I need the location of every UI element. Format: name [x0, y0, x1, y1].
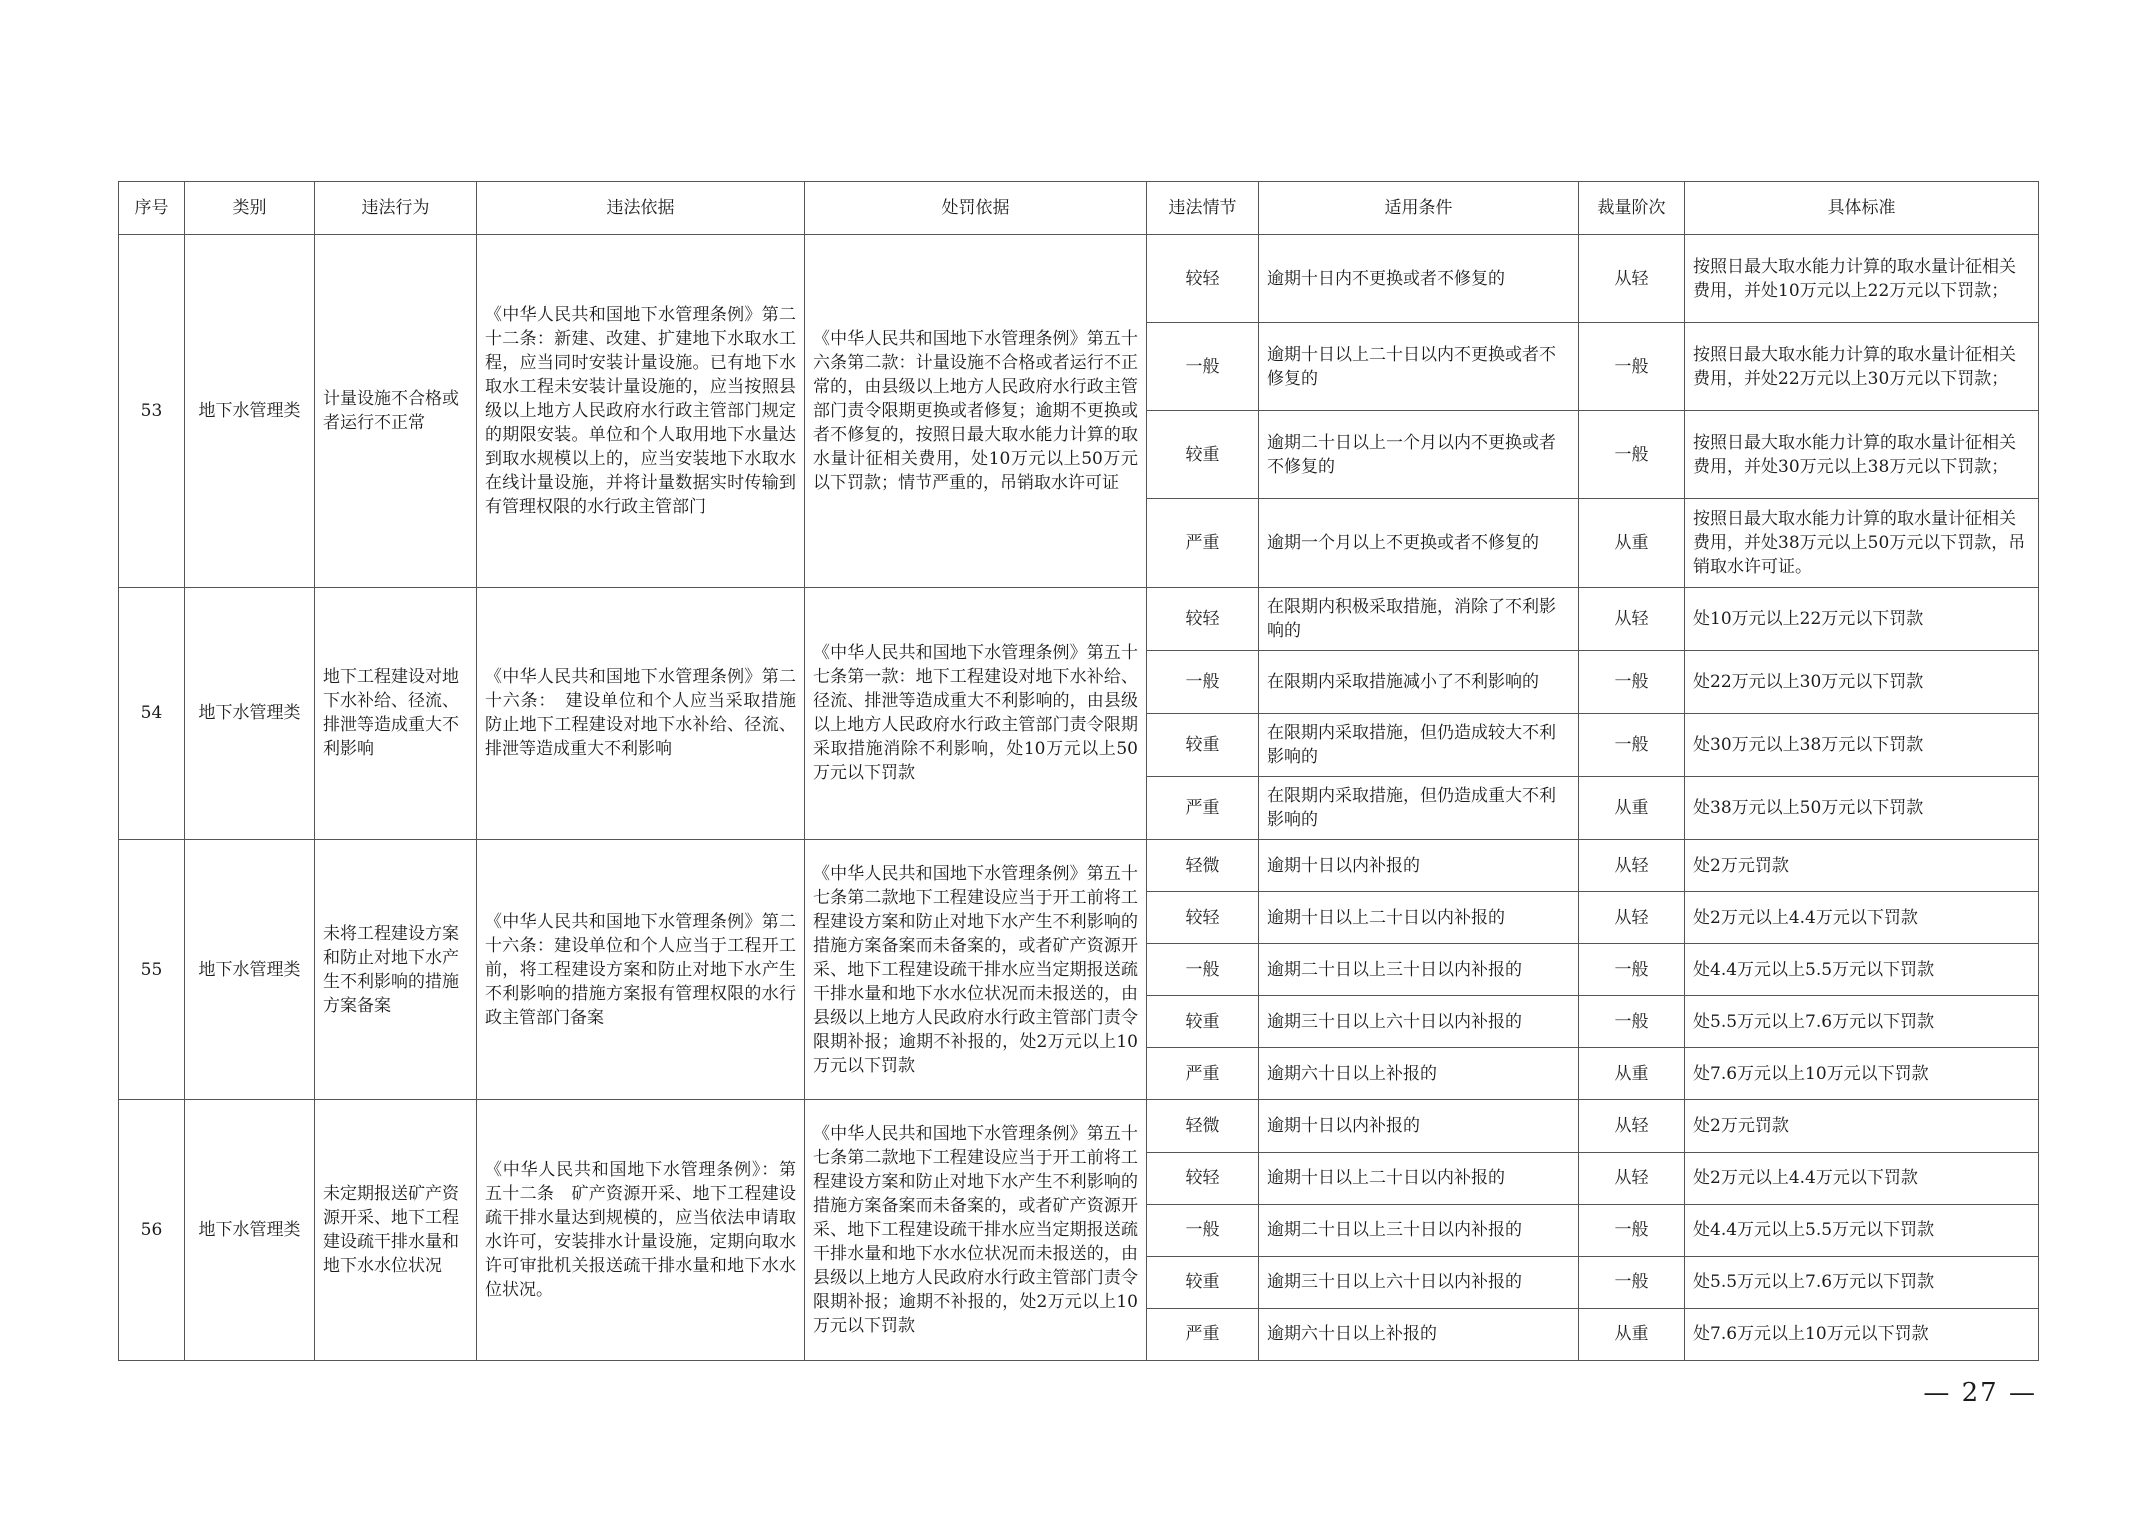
level-cell: 从轻: [1579, 1100, 1685, 1152]
condition-cell: 逾期十日以内补报的: [1259, 840, 1579, 892]
level-cell: 从重: [1579, 499, 1685, 587]
condition-cell: 在限期内采取措施，但仍造成重大不利影响的: [1259, 776, 1579, 839]
condition-cell: 逾期一个月以上不更换或者不修复的: [1259, 499, 1579, 587]
standard-cell: 处38万元以上50万元以下罚款: [1685, 776, 2039, 839]
condition-cell: 在限期内采取措施减小了不利影响的: [1259, 650, 1579, 713]
record-category: 地下水管理类: [185, 235, 315, 588]
circumstance-cell: 严重: [1147, 776, 1259, 839]
level-cell: 一般: [1579, 944, 1685, 996]
condition-cell: 逾期二十日以上三十日以内补报的: [1259, 944, 1579, 996]
level-cell: 一般: [1579, 996, 1685, 1048]
header-behavior: 违法行为: [315, 182, 477, 235]
header-penalty-basis: 处罚依据: [805, 182, 1147, 235]
level-cell: 从轻: [1579, 235, 1685, 323]
standard-cell: 处7.6万元以上10万元以下罚款: [1685, 1048, 2039, 1100]
condition-cell: 逾期十日以上二十日以内不更换或者不修复的: [1259, 323, 1579, 411]
standard-cell: 按照日最大取水能力计算的取水量计征相关费用，并处30万元以上38万元以下罚款；: [1685, 411, 2039, 499]
level-cell: 从轻: [1579, 587, 1685, 650]
standard-cell: 处5.5万元以上7.6万元以下罚款: [1685, 1256, 2039, 1308]
standard-cell: 处7.6万元以上10万元以下罚款: [1685, 1308, 2039, 1360]
condition-cell: 逾期三十日以上六十日以内补报的: [1259, 1256, 1579, 1308]
record-category: 地下水管理类: [185, 1100, 315, 1361]
condition-cell: 逾期十日以上二十日以内补报的: [1259, 1152, 1579, 1204]
record-no: 56: [119, 1100, 185, 1361]
record-behavior: 未将工程建设方案和防止对地下水产生不利影响的措施方案备案: [315, 840, 477, 1100]
table-body: [119, 235, 2039, 1361]
standard-cell: 处4.4万元以上5.5万元以下罚款: [1685, 1204, 2039, 1256]
standard-cell: 处2万元以上4.4万元以下罚款: [1685, 892, 2039, 944]
record-behavior: 计量设施不合格或者运行不正常: [315, 235, 477, 588]
table-row: [119, 1100, 2039, 1152]
standard-cell: 按照日最大取水能力计算的取水量计征相关费用，并处22万元以上30万元以下罚款；: [1685, 323, 2039, 411]
header-level: 裁量阶次: [1579, 182, 1685, 235]
condition-cell: 逾期十日以内补报的: [1259, 1100, 1579, 1152]
record-violation-basis: 《中华人民共和国地下水管理条例》第二十二条：新建、改建、扩建地下水取水工程，应当同时安装计量设施。已有地下水取水工程未安装计量设施的，应当按照县级以上地方人民政府水行政主管部门规定的期限安装。单位和个人取用地下水量达到取水规模以上的，应当安装地下水取水在线计量设施，并将计量数据实时传输到有管理权限的水行政主管部门: [477, 235, 805, 588]
standard-cell: 处10万元以上22万元以下罚款: [1685, 587, 2039, 650]
record-violation-basis: 《中华人民共和国地下水管理条例》第二十六条： 建设单位和个人应当采取措施防止地下工程建设对地下水补给、径流、排泄等造成重大不利影响: [477, 587, 805, 839]
table-row: [119, 235, 2039, 323]
standard-cell: 处2万元罚款: [1685, 1100, 2039, 1152]
level-cell: 一般: [1579, 650, 1685, 713]
circumstance-cell: 较轻: [1147, 892, 1259, 944]
header-category: 类别: [185, 182, 315, 235]
circumstance-cell: 轻微: [1147, 840, 1259, 892]
page-number: — 27 —: [1923, 1378, 2037, 1408]
standard-cell: 处4.4万元以上5.5万元以下罚款: [1685, 944, 2039, 996]
circumstance-cell: 严重: [1147, 1048, 1259, 1100]
circumstance-cell: 轻微: [1147, 1100, 1259, 1152]
record-penalty-basis: 《中华人民共和国地下水管理条例》第五十七条第二款地下工程建设应当于开工前将工程建设方案和防止对地下水产生不利影响的措施方案备案而未备案的，或者矿产资源开采、地下工程建设疏干排水应当定期报送疏干排水量和地下水水位状况而未报送的，由县级以上地方人民政府水行政主管部门责令限期补报；逾期不补报的，处2万元以上10万元以下罚款: [805, 840, 1147, 1100]
condition-cell: 在限期内采取措施，但仍造成较大不利影响的: [1259, 713, 1579, 776]
table-row: [119, 840, 2039, 892]
header-standard: 具体标准: [1685, 182, 2039, 235]
record-penalty-basis: 《中华人民共和国地下水管理条例》第五十六条第二款：计量设施不合格或者运行不正常的，由县级以上地方人民政府水行政主管部门责令限期更换或者修复；逾期不更换或者不修复的，按照日最大取水能力计算的取水量计征相关费用，处10万元以上50万元以下罚款；情节严重的，吊销取水许可证: [805, 235, 1147, 588]
record-penalty-basis: 《中华人民共和国地下水管理条例》第五十七条第二款地下工程建设应当于开工前将工程建设方案和防止对地下水产生不利影响的措施方案备案而未备案的，或者矿产资源开采、地下工程建设疏干排水应当定期报送疏干排水量和地下水水位状况而未报送的，由县级以上地方人民政府水行政主管部门责令限期补报；逾期不补报的，处2万元以上10万元以下罚款: [805, 1100, 1147, 1361]
circumstance-cell: 较重: [1147, 996, 1259, 1048]
circumstance-cell: 较重: [1147, 411, 1259, 499]
header-circumstance: 违法情节: [1147, 182, 1259, 235]
circumstance-cell: 较重: [1147, 713, 1259, 776]
record-behavior: 未定期报送矿产资源开采、地下工程建设疏干排水量和地下水水位状况: [315, 1100, 477, 1361]
standard-cell: 按照日最大取水能力计算的取水量计征相关费用，并处38万元以上50万元以下罚款，吊销取水许可证。: [1685, 499, 2039, 587]
standard-cell: 处22万元以上30万元以下罚款: [1685, 650, 2039, 713]
table-row: [119, 587, 2039, 650]
standard-cell: 处30万元以上38万元以下罚款: [1685, 713, 2039, 776]
record-penalty-basis: 《中华人民共和国地下水管理条例》第五十七条第一款：地下工程建设对地下水补给、径流、排泄等造成重大不利影响的，由县级以上地方人民政府水行政主管部门责令限期采取措施消除不利影响，处10万元以上50万元以下罚款: [805, 587, 1147, 839]
header-no: 序号: [119, 182, 185, 235]
level-cell: 从重: [1579, 776, 1685, 839]
circumstance-cell: 严重: [1147, 1308, 1259, 1360]
record-no: 55: [119, 840, 185, 1100]
condition-cell: 逾期二十日以上三十日以内补报的: [1259, 1204, 1579, 1256]
condition-cell: 在限期内积极采取措施，消除了不利影响的: [1259, 587, 1579, 650]
standard-cell: 按照日最大取水能力计算的取水量计征相关费用，并处10万元以上22万元以下罚款；: [1685, 235, 2039, 323]
penalty-standards-table: [118, 181, 2039, 1361]
circumstance-cell: 较轻: [1147, 235, 1259, 323]
condition-cell: 逾期六十日以上补报的: [1259, 1048, 1579, 1100]
condition-cell: 逾期六十日以上补报的: [1259, 1308, 1579, 1360]
level-cell: 从轻: [1579, 1152, 1685, 1204]
header-violation-basis: 违法依据: [477, 182, 805, 235]
circumstance-cell: 严重: [1147, 499, 1259, 587]
standard-cell: 处2万元以上4.4万元以下罚款: [1685, 1152, 2039, 1204]
header-condition: 适用条件: [1259, 182, 1579, 235]
standard-cell: 处5.5万元以上7.6万元以下罚款: [1685, 996, 2039, 1048]
level-cell: 从轻: [1579, 892, 1685, 944]
record-category: 地下水管理类: [185, 587, 315, 839]
record-violation-basis: 《中华人民共和国地下水管理条例》：第五十二条 矿产资源开采、地下工程建设疏干排水量达到规模的，应当依法申请取水许可，安装排水计量设施，定期向取水许可审批机关报送疏干排水量和地下水水位状况。: [477, 1100, 805, 1361]
circumstance-cell: 较轻: [1147, 1152, 1259, 1204]
record-category: 地下水管理类: [185, 840, 315, 1100]
circumstance-cell: 一般: [1147, 650, 1259, 713]
level-cell: 从重: [1579, 1308, 1685, 1360]
level-cell: 一般: [1579, 1204, 1685, 1256]
circumstance-cell: 一般: [1147, 1204, 1259, 1256]
level-cell: 一般: [1579, 411, 1685, 499]
level-cell: 一般: [1579, 713, 1685, 776]
standard-cell: 处2万元罚款: [1685, 840, 2039, 892]
record-violation-basis: 《中华人民共和国地下水管理条例》第二十六条：建设单位和个人应当于工程开工前，将工程建设方案和防止对地下水产生不利影响的措施方案报有管理权限的水行政主管部门备案: [477, 840, 805, 1100]
level-cell: 一般: [1579, 1256, 1685, 1308]
circumstance-cell: 一般: [1147, 323, 1259, 411]
level-cell: 一般: [1579, 323, 1685, 411]
condition-cell: 逾期十日内不更换或者不修复的: [1259, 235, 1579, 323]
record-no: 54: [119, 587, 185, 839]
record-behavior: 地下工程建设对地下水补给、径流、排泄等造成重大不利影响: [315, 587, 477, 839]
circumstance-cell: 一般: [1147, 944, 1259, 996]
level-cell: 从轻: [1579, 840, 1685, 892]
circumstance-cell: 较重: [1147, 1256, 1259, 1308]
header-row: [119, 182, 2039, 235]
level-cell: 从重: [1579, 1048, 1685, 1100]
record-no: 53: [119, 235, 185, 588]
condition-cell: 逾期三十日以上六十日以内补报的: [1259, 996, 1579, 1048]
condition-cell: 逾期二十日以上一个月以内不更换或者不修复的: [1259, 411, 1579, 499]
circumstance-cell: 较轻: [1147, 587, 1259, 650]
condition-cell: 逾期十日以上二十日以内补报的: [1259, 892, 1579, 944]
